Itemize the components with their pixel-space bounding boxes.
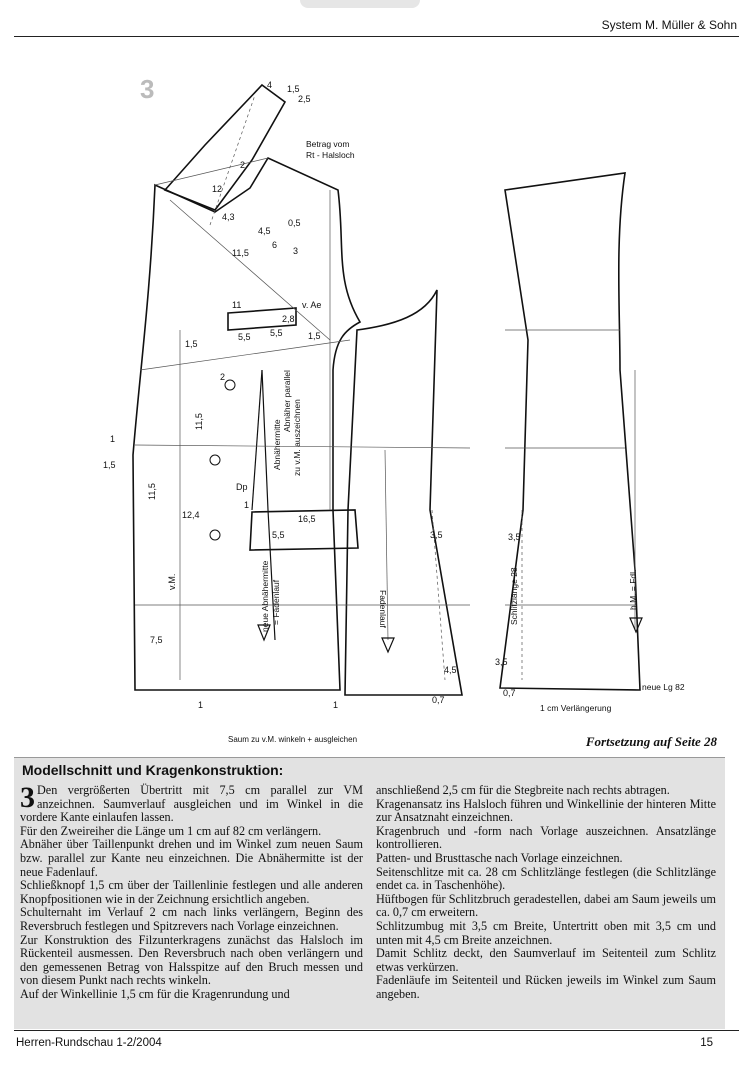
front-edge-label-124: 12,4 (182, 510, 200, 520)
back-new-length-label: neue Lg 82 (642, 682, 685, 692)
lapel-label-a: 4,3 (222, 212, 235, 222)
bottom-label-1b: 1 (333, 700, 339, 710)
lapel-label-c: 0,5 (288, 218, 301, 228)
pattern-drawing (0, 40, 753, 755)
side-panel-outline (345, 290, 462, 695)
vm-label: v.M. (167, 573, 177, 590)
flap-depth-label: 5,5 (272, 530, 285, 540)
step-number: 3 (140, 74, 155, 104)
chest-edge-label: 1,5 (308, 331, 321, 341)
paragraph: Seitenschlitze mit ca. 28 cm Schlitzlänge festlegen (die Schlitzlänge endet ca. in Taschenhöhe). (376, 864, 716, 893)
button-two-label: 2 (220, 372, 226, 382)
paragraph: Abnäher über Taillenpunkt drehen und im Winkel zum neuen Saum bzw. parallel zur Kante neu einzeichnen. Die Abnähermitte ist der neue Fadenlauf. (20, 837, 363, 879)
chest-right-label: 5,5 (270, 328, 283, 338)
pocket-ae-label: v. Ae (302, 300, 322, 310)
paragraph: Schulternaht im Verlauf 2 cm nach links verlängern, Beginn des Reversbruch festlegen und Spitzrevers nach Vorlage einzeichnen. (20, 905, 363, 933)
page-tab-mark (300, 0, 420, 8)
guide-line-13 (210, 95, 255, 225)
dart-note-3: Abnähermitte (272, 419, 282, 470)
betrag-label-2: Rt - Halsloch (306, 150, 355, 160)
back-panel-outline (500, 173, 640, 690)
collar-label-a: 4 (267, 80, 273, 90)
paragraph: Auf der Winkellinie 1,5 cm für die Kragenrundung und (20, 986, 290, 1001)
back-extension-label: 1 cm Verlängerung (540, 703, 612, 713)
hem-note: Saum zu v.M. winkeln + ausgleichen (228, 735, 358, 744)
paragraph: Kragenbruch und -form nach Vorlage auszeichnen. Ansatzlänge kontrollieren. (376, 823, 716, 852)
guide-line-4 (135, 445, 470, 448)
dp-label: Dp (236, 482, 248, 492)
guide-line-3 (140, 340, 350, 370)
dart-side (252, 370, 262, 510)
pocket-depth-label: 2,8 (282, 314, 295, 324)
paragraph: Schlitzumbug mit 3,5 cm Breite, Untertritt oben mit 3,5 cm und unten mit 4,5 cm Breite anzeichnen. (376, 918, 716, 947)
paragraph: Den vergrößerten Übertritt mit 7,5 cm parallel zur VM anzeichnen. Saumverlauf ausgleichen und im Winkel in die vordere Kante einlaufen lassen. (20, 783, 363, 825)
paragraph: anschließend 2,5 cm für die Stegbreite nach rechts abtragen. (376, 783, 670, 797)
article-left-column (20, 781, 363, 1002)
publisher-header: System M. Müller & Sohn (601, 18, 737, 32)
grain-arrow (382, 638, 394, 652)
paragraph: Schließknopf 1,5 cm über der Taillenlinie festlegen und alle anderen Knopfpositionen wie in der Zeichnung ersichtlich angeben. (20, 878, 363, 906)
collar-outline (165, 85, 285, 210)
flap-label-1: 1 (244, 500, 250, 510)
paragraph: Damit Schlitz deckt, den Saumverlauf im Seitenteil zum Schlitz etwas verkürzen. (376, 946, 716, 974)
pocket-width-label: 11 (232, 300, 242, 310)
chest-mid-label: 5,5 (238, 332, 251, 342)
button-gap-label: 11,5 (194, 413, 204, 430)
grain-arrow (630, 618, 642, 632)
back-hm-label: h.M. = Fdl. (628, 569, 638, 610)
lapel-label-d: 6 (272, 240, 278, 250)
footer-rule (14, 1030, 739, 1031)
paragraph: Kragenansatz ins Halsloch führen und Winkellinie der hinteren Mitte zur Ansatznaht einzeichnen. (376, 796, 716, 825)
guide-line-1 (155, 158, 268, 185)
side-label-35: 3,5 (430, 530, 443, 540)
paragraph: Zur Konstruktion des Filzunterkragens zunächst das Halsloch im Rückenteil ausmessen. Den Reversbruch nach oben verlängern und den gemessenen Betrag von Halsspitze auf den Bruch messen und von diesem Punkt nach rechts winkeln. (20, 932, 363, 988)
paragraph: Hüftbogen für Schlitzbruch geradestellen, dabei am Saum jeweils um ca. 0,7 cm erweitern. (376, 891, 716, 920)
side-fadenlauf-label: Fadenlauf (378, 590, 388, 628)
front-edge-label-15: 1,5 (103, 460, 116, 470)
guide-line-2 (170, 200, 330, 340)
back-label-top: 3,5 (508, 532, 521, 542)
front-piece-outline (133, 158, 360, 690)
continuation-note: Fortsetzung auf Seite 28 (585, 734, 717, 749)
collar-label-c: 2,5 (298, 94, 311, 104)
dart-note-5: = Fadenlauf (271, 579, 281, 625)
button-marker (225, 380, 235, 390)
header-rule (14, 36, 739, 37)
flap-length-label: 16,5 (298, 514, 316, 524)
page-number: 15 (700, 1037, 713, 1049)
article-right-column (376, 784, 716, 1002)
dart-note-1: Abnäher parallel (282, 370, 292, 432)
back-label-07: 0,7 (503, 688, 516, 698)
betrag-label-1: Betrag vom (306, 139, 350, 149)
bottom-label-07: 0,7 (432, 695, 445, 705)
bottom-label-75: 7,5 (150, 635, 163, 645)
magazine-issue: Herren-Rundschau 1-2/2004 (16, 1037, 162, 1049)
article-title: Modellschnitt und Kragenkonstruktion: (22, 762, 284, 778)
side-label-45: 4,5 (444, 665, 457, 675)
lapel-label-b: 4,5 (258, 226, 271, 236)
collar-label-d: 2 (240, 160, 246, 170)
lapel-label-e: 3 (293, 246, 299, 256)
paragraph: Patten- und Brusttasche nach Vorlage einzeichnen. (376, 850, 623, 865)
back-label-bottom: 3,5 (495, 657, 508, 667)
dart-note-4: neue Abnähermitte (260, 560, 270, 632)
bottom-label-1a: 1 (198, 700, 204, 710)
collar-label-b: 1,5 (287, 84, 300, 94)
dart-note-2: zu v.M. auszeichnen (292, 399, 302, 476)
lapel-label-f: 11,5 (232, 248, 249, 258)
back-slit-label: Schlitzlänge 28 (509, 567, 519, 625)
front-edge-label-115: 11,5 (147, 483, 157, 500)
article-box (14, 757, 725, 1029)
front-edge-label-1: 1 (110, 434, 116, 444)
button-marker (210, 455, 220, 465)
button-marker (210, 530, 220, 540)
chest-left-label: 1,5 (185, 339, 198, 349)
dropcap-number: 3 (20, 781, 35, 814)
paragraph: Fadenläufe im Seitenteil und Rücken jeweils im Winkel zum Saum angeben. (376, 973, 716, 1001)
paragraph: Für den Zweireiher die Länge um 1 cm auf 82 cm verlängern. (20, 823, 322, 838)
collar-label-e: 12 (212, 184, 223, 194)
